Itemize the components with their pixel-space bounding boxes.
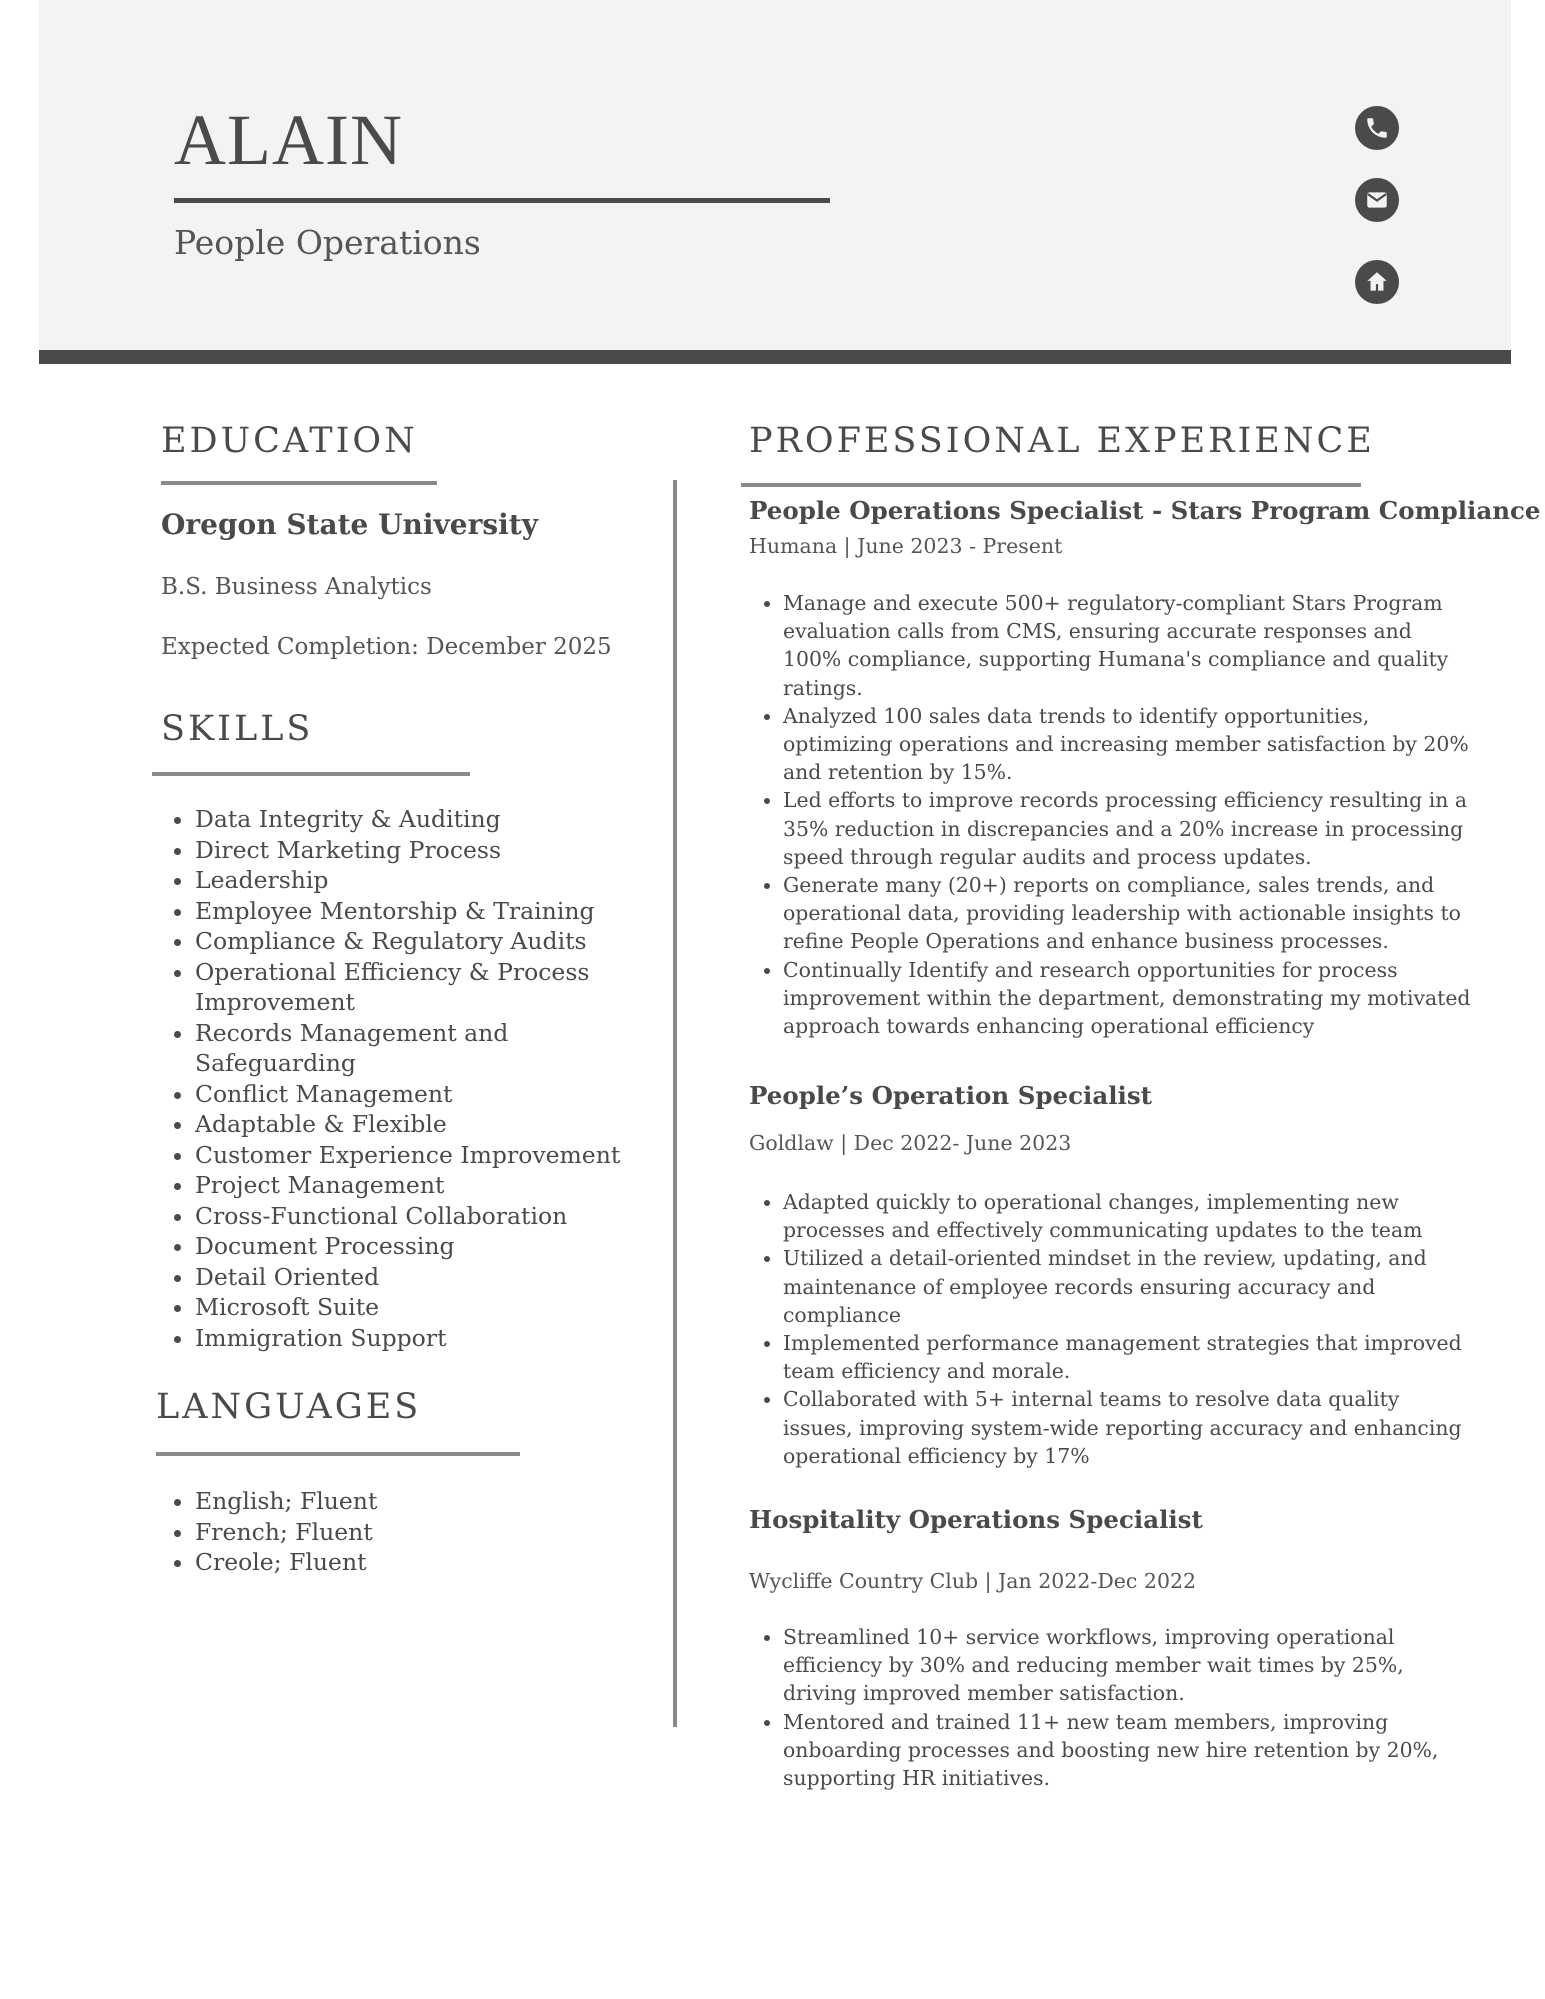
- experience-heading: PROFESSIONAL EXPERIENCE: [749, 421, 1375, 461]
- list-item: • Streamlined 10+ service workflows, improving operational efficiency by 30% and reducing member wait times by 25%, driving improved member satisfaction.: [783, 1623, 1473, 1708]
- skills-rule: [152, 772, 470, 776]
- list-item: • English; Fluent: [195, 1486, 665, 1517]
- list-item: • Implemented performance management strategies that improved team efficiency and morale.: [783, 1329, 1473, 1385]
- list-item: • Manage and execute 500+ regulatory-compliant Stars Program evaluation calls from CMS, ensuring accurate responses and 100% compliance, supporting Humana's compliance and quality ratings.: [783, 589, 1473, 702]
- list-item: • Microsoft Suite: [195, 1292, 665, 1323]
- skills-list: [161, 804, 665, 1353]
- list-item: • Immigration Support: [195, 1323, 665, 1354]
- list-item: • Customer Experience Improvement: [195, 1140, 665, 1171]
- list-item: • Detail Oriented: [195, 1262, 665, 1293]
- languages-list: [161, 1486, 665, 1578]
- list-item: • Utilized a detail-oriented mindset in the review, updating, and maintenance of employee records ensuring accuracy and compliance: [783, 1244, 1473, 1329]
- job-bullets: [749, 1188, 1473, 1470]
- languages-rule: [156, 1452, 520, 1456]
- home-icon: [1355, 260, 1399, 304]
- list-item: • Records Management and Safeguarding: [195, 1018, 665, 1079]
- list-item: • Continually Identify and research opportunities for process improvement within the department, demonstrating my motivated approach towards enhancing operational efficiency: [783, 956, 1473, 1041]
- list-item: • Project Management: [195, 1170, 665, 1201]
- education-heading: EDUCATION: [161, 421, 418, 461]
- list-item: • Leadership: [195, 865, 665, 896]
- list-item: • Data Integrity & Auditing: [195, 804, 665, 835]
- school-name: Oregon State University: [161, 508, 538, 541]
- email-icon: [1355, 178, 1399, 222]
- list-item: • Compliance & Regulatory Audits: [195, 926, 665, 957]
- languages-heading: LANGUAGES: [156, 1387, 422, 1427]
- list-item: • French; Fluent: [195, 1517, 665, 1548]
- list-item: • Operational Efficiency & Process Improvement: [195, 957, 665, 1018]
- name-underline: [174, 198, 830, 203]
- list-item: • Creole; Fluent: [195, 1547, 665, 1578]
- list-item: • Generate many (20+) reports on compliance, sales trends, and operational data, providing leadership with actionable insights to refine People Operations and enhance business processes.: [783, 871, 1473, 956]
- list-item: • Analyzed 100 sales data trends to identify opportunities, optimizing operations and increasing member satisfaction by 20% and retention by 15%.: [783, 702, 1473, 787]
- experience-rule: [741, 483, 1361, 487]
- degree: B.S. Business Analytics: [161, 574, 432, 600]
- skills-heading: SKILLS: [161, 709, 314, 749]
- job-title: People Operations Specialist - Stars Program Compliance: [749, 496, 1541, 525]
- list-item: • Document Processing: [195, 1231, 665, 1262]
- candidate-name: ALAIN: [174, 100, 403, 180]
- expected-completion: Expected Completion: December 2025: [161, 634, 612, 660]
- job-employer-dates: Humana | June 2023 - Present: [749, 534, 1063, 558]
- candidate-title: People Operations: [174, 223, 481, 262]
- list-item: • Direct Marketing Process: [195, 835, 665, 866]
- list-item: • Collaborated with 5+ internal teams to resolve data quality issues, improving system-wide reporting accuracy and enhancing operational efficiency by 17%: [783, 1385, 1473, 1470]
- list-item: • Employee Mentorship & Training: [195, 896, 665, 927]
- list-item: • Led efforts to improve records processing efficiency resulting in a 35% reduction in discrepancies and a 20% increase in processing speed through regular audits and process updates.: [783, 786, 1473, 871]
- column-divider: [673, 480, 677, 1727]
- job-employer-dates: Wycliffe Country Club | Jan 2022-Dec 2022: [749, 1569, 1197, 1593]
- list-item: • Cross-Functional Collaboration: [195, 1201, 665, 1232]
- job-employer-dates: Goldlaw | Dec 2022- June 2023: [749, 1131, 1072, 1155]
- header-divider-bar: [39, 350, 1511, 364]
- list-item: • Adaptable & Flexible: [195, 1109, 665, 1140]
- list-item: • Adapted quickly to operational changes, implementing new processes and effectively communicating updates to the team: [783, 1188, 1473, 1244]
- job-bullets: [749, 589, 1473, 1040]
- list-item: • Conflict Management: [195, 1079, 665, 1110]
- phone-icon: [1355, 106, 1399, 150]
- job-bullets: [749, 1623, 1473, 1792]
- list-item: • Mentored and trained 11+ new team members, improving onboarding processes and boosting new hire retention by 20%, supporting HR initiatives.: [783, 1708, 1473, 1793]
- job-title: People’s Operation Specialist: [749, 1081, 1152, 1110]
- job-title: Hospitality Operations Specialist: [749, 1505, 1203, 1534]
- education-rule: [161, 481, 437, 485]
